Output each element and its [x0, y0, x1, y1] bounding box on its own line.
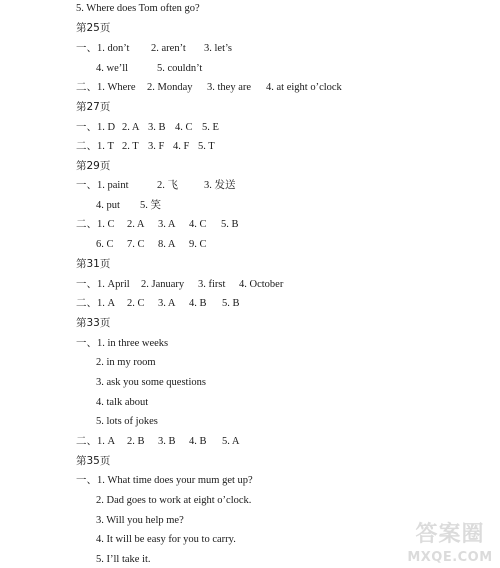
- answer-item: 3. first: [198, 279, 226, 290]
- answer-item: 5. A: [222, 436, 240, 447]
- answer-item: 4. B: [189, 298, 207, 309]
- answer-item: 7. C: [127, 239, 145, 250]
- answer-item: 4. It will be easy for you to carry.: [96, 534, 236, 545]
- answer-item: 5. Where does Tom often go?: [76, 3, 200, 14]
- watermark-url: MXQE.COM: [407, 550, 493, 565]
- answer-item: 5. T: [198, 141, 215, 152]
- page-heading-text: 第29页: [76, 160, 111, 172]
- answer-item: 3. A: [158, 298, 176, 309]
- answer-item: 5. lots of jokes: [96, 416, 158, 427]
- answer-item: 二、1. Where: [76, 82, 136, 93]
- page-heading-text: 第31页: [76, 258, 111, 270]
- answer-item: 二、1. C: [76, 219, 115, 230]
- watermark-title: 答案圈: [415, 522, 485, 547]
- answer-item: 4. at eight o’clock: [266, 82, 342, 93]
- answer-item: 二、1. A: [76, 298, 116, 309]
- answer-item: 二、1. A: [76, 436, 116, 447]
- answer-item: 8. A: [158, 239, 176, 250]
- answer-item: 2. in my room: [96, 357, 156, 368]
- answer-item: 一、1. D: [76, 122, 116, 133]
- answer-item: 一、1. What time does your mum get up?: [76, 475, 253, 486]
- answer-item: 3. they are: [207, 82, 252, 93]
- answer-item: 2. A: [122, 122, 140, 133]
- answer-item: 5. B: [222, 298, 240, 309]
- answer-item: 3. ask you some questions: [96, 377, 206, 388]
- answer-item: 5. B: [221, 219, 239, 230]
- answer-item: 一、1. April: [76, 279, 130, 290]
- answer-item: 3. let’s: [204, 43, 232, 54]
- answer-item: 9. C: [189, 239, 207, 250]
- answer-item: 6. C: [96, 239, 114, 250]
- answer-item: 4. put: [96, 200, 120, 211]
- answer-item: 4. F: [173, 141, 190, 152]
- page-heading-text: 第33页: [76, 317, 111, 329]
- answer-item: 一、1. paint: [76, 180, 129, 191]
- answer-item: 3. B: [158, 436, 176, 447]
- answer-item: 2. January: [141, 279, 185, 290]
- answer-item: 2. T: [122, 141, 139, 152]
- page-heading-text: 第27页: [76, 101, 111, 113]
- answer-item: 2. 飞: [157, 180, 178, 191]
- answer-item: 5. I’ll take it.: [96, 554, 151, 565]
- watermark-logo: [404, 522, 496, 566]
- answer-item: 4. C: [189, 219, 207, 230]
- answer-item: 4. B: [189, 436, 207, 447]
- answer-item: 3. 发送: [204, 180, 236, 191]
- answer-item: 3. F: [148, 141, 165, 152]
- answer-item: 2. aren’t: [151, 43, 186, 54]
- answer-item: 4. talk about: [96, 397, 149, 408]
- answer-item: 一、1. in three weeks: [76, 338, 169, 349]
- answer-item: 3. B: [148, 122, 166, 133]
- page-heading-text: 第25页: [76, 22, 111, 34]
- answer-item: 二、1. T: [76, 141, 114, 152]
- answer-item: 4. C: [175, 122, 193, 133]
- answer-item: 2. B: [127, 436, 145, 447]
- answer-item: 2. C: [127, 298, 145, 309]
- answer-item: 5. E: [202, 122, 219, 133]
- answer-item: 4. we’ll: [96, 63, 129, 74]
- answer-item: 5. couldn’t: [157, 63, 203, 74]
- answer-item: 3. A: [158, 219, 176, 230]
- answer-item: 2. A: [127, 219, 145, 230]
- answer-item: 一、1. don’t: [76, 43, 130, 54]
- page-heading-text: 第35页: [76, 455, 111, 467]
- answer-item: 2. Monday: [147, 82, 193, 93]
- answer-item: 3. Will you help me?: [96, 515, 184, 526]
- answer-item: 5. 笑: [140, 200, 161, 211]
- answer-item: 4. October: [239, 279, 284, 290]
- answer-item: 2. Dad goes to work at eight o’clock.: [96, 495, 252, 506]
